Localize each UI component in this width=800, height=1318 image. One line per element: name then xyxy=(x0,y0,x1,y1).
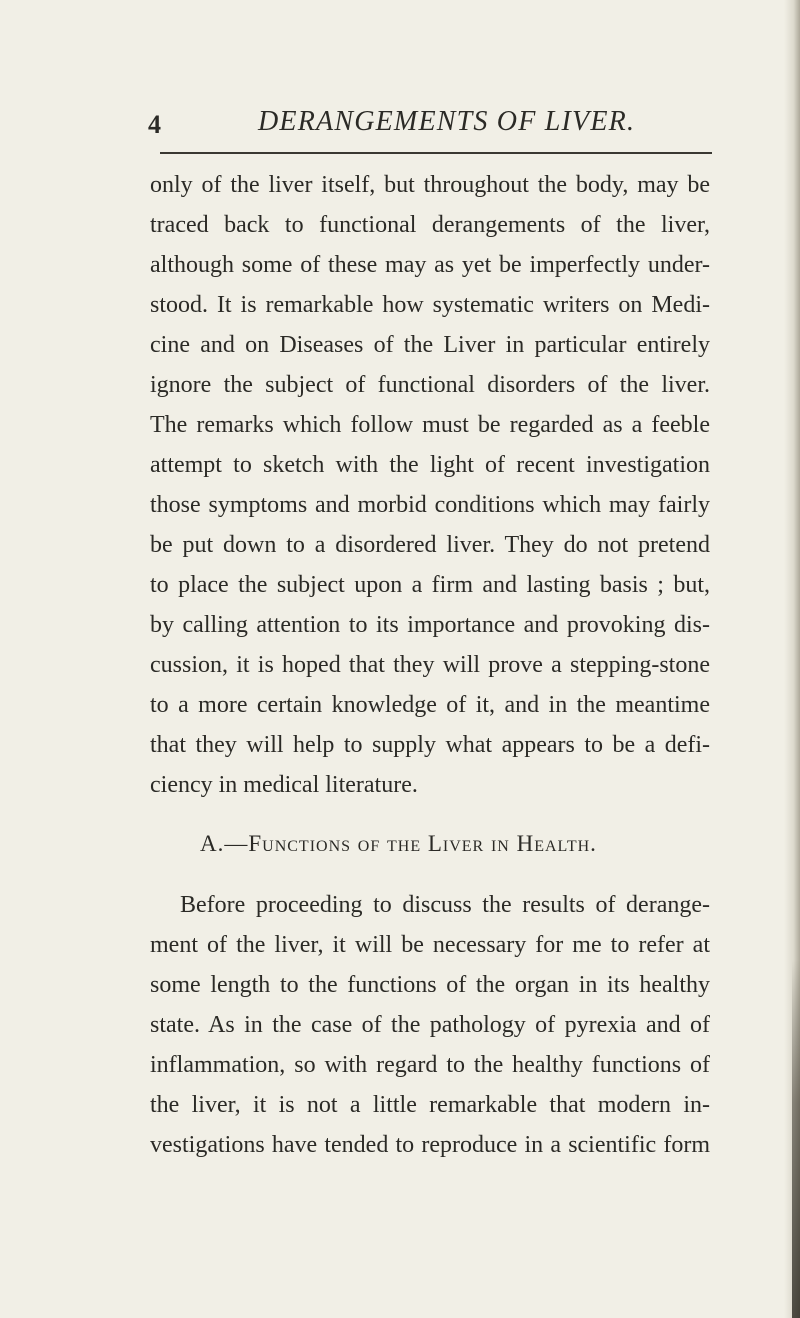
paragraph-line: stood. It is remarkable how systematic writers on Medi- xyxy=(150,292,710,318)
paragraph-line: ment of the liver, it will be necessary for me to refer at xyxy=(150,932,710,958)
header-rule xyxy=(160,152,712,154)
paragraph-line: ignore the subject of functional disorders of the liver. xyxy=(150,372,710,398)
paragraph-line: that they will help to supply what appears to be a defi- xyxy=(150,732,710,758)
paragraph-last-line: ciency in medical literature. xyxy=(150,772,418,798)
paragraph-line: attempt to sketch with the light of recent investigation xyxy=(150,452,710,478)
paragraph-line: although some of these may as yet be imperfectly under- xyxy=(150,252,710,278)
page-number: 4 xyxy=(148,110,161,139)
paragraph-line: be put down to a disordered liver. They do not pretend xyxy=(150,532,710,558)
running-head: DERANGEMENTS OF LIVER. xyxy=(258,106,636,137)
paragraph-line: by calling attention to its importance and provoking dis- xyxy=(150,612,710,638)
paragraph-first-line: Before proceeding to discuss the results of derange- xyxy=(180,892,710,918)
paragraph-line: some length to the functions of the organ in its healthy xyxy=(150,972,710,998)
paragraph-line: The remarks which follow must be regarded as a feeble xyxy=(150,412,710,438)
paragraph-line: state. As in the case of the pathology of pyrexia and of xyxy=(150,1012,710,1038)
section-heading: A.—Functions of the Liver in Health. xyxy=(200,831,597,856)
page-header xyxy=(148,106,708,150)
paragraph-line: cine and on Diseases of the Liver in particular entirely xyxy=(150,332,710,358)
paragraph-line: the liver, it is not a little remarkable that modern in- xyxy=(150,1092,710,1118)
paragraph-line: only of the liver itself, but throughout the body, may be xyxy=(150,172,710,198)
paragraph-line: cussion, it is hoped that they will prove a stepping-stone xyxy=(150,652,710,678)
page-edge-dark xyxy=(792,960,800,1318)
paragraph-line: to a more certain knowledge of it, and in the meantime xyxy=(150,692,710,718)
paragraph-line: to place the subject upon a firm and lasting basis ; but, xyxy=(150,572,710,598)
paragraph-line: traced back to functional derangements of the liver, xyxy=(150,212,710,238)
paragraph-line: inflammation, so with regard to the healthy functions of xyxy=(150,1052,710,1078)
paragraph-line: those symptoms and morbid conditions which may fairly xyxy=(150,492,710,518)
paragraph-line: vestigations have tended to reproduce in a scientific form xyxy=(150,1132,710,1158)
